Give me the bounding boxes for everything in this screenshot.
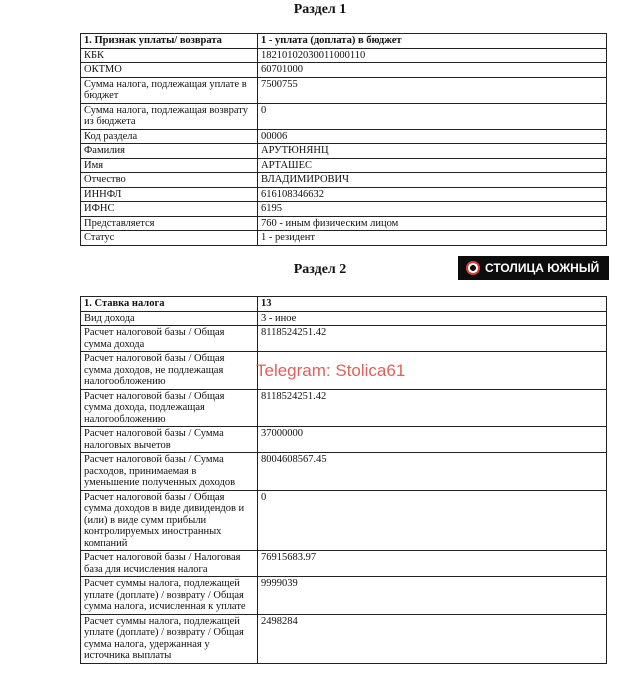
field-value: 616108346632: [258, 187, 607, 202]
field-value: 1 - резидент: [258, 231, 607, 246]
table-row: [81, 77, 607, 103]
field-label: Код раздела: [81, 129, 258, 144]
section-2-title: Раздел 2: [293, 262, 347, 277]
table-row: [81, 614, 607, 663]
field-value: 6195: [258, 202, 607, 217]
field-value: 760 - иным физическим лицом: [258, 216, 607, 231]
field-label: Статус: [81, 231, 258, 246]
table-row: [81, 173, 607, 188]
table-row: [81, 48, 607, 63]
field-value: 7500755: [258, 77, 607, 103]
field-label: Имя: [81, 158, 258, 173]
field-value: 8118524251.42: [258, 389, 607, 427]
table-row: [81, 326, 607, 352]
table-row: [81, 129, 607, 144]
field-label: 1. Признак уплаты/ возврата: [81, 34, 258, 49]
table-row: [81, 103, 607, 129]
field-value: 37000000: [258, 427, 607, 453]
field-label: Расчет налоговой базы / Сумма налоговых вычетов: [81, 427, 258, 453]
table-row: [81, 34, 607, 49]
field-label: ИФНС: [81, 202, 258, 217]
field-label: КБК: [81, 48, 258, 63]
field-label: Сумма налога, подлежащая уплате в бюджет: [81, 77, 258, 103]
field-label: Расчет налоговой базы / Налоговая база для исчисления налога: [81, 551, 258, 577]
field-value: 18210102030011000110: [258, 48, 607, 63]
field-value: 3 - иное: [258, 311, 607, 326]
telegram-watermark: Telegram: Stolica61: [256, 361, 406, 380]
field-value: АРТАШЕС: [258, 158, 607, 173]
field-value: 2498284: [258, 614, 607, 663]
field-value: 00006: [258, 129, 607, 144]
field-label: Расчет суммы налога, подлежащей уплате (доплате) / возврату / Общая сумма налога, исчисленная к уплате: [81, 577, 258, 615]
field-value: 76915683.97: [258, 551, 607, 577]
table-row: [81, 311, 607, 326]
target-logo-icon: [466, 261, 480, 275]
field-label: Расчет налоговой базы / Общая сумма доходов, не подлежащая налогообложению: [81, 352, 258, 390]
field-value: 1 - уплата (доплата) в бюджет: [258, 34, 607, 49]
field-label: Вид дохода: [81, 311, 258, 326]
field-label: Фамилия: [81, 144, 258, 159]
table-row: [81, 231, 607, 246]
field-value: 0: [258, 103, 607, 129]
brand-badge: [458, 256, 609, 280]
field-value: 13: [258, 297, 607, 312]
field-value: ВЛАДИМИРОВИЧ: [258, 173, 607, 188]
field-label: Расчет налоговой базы / Сумма расходов, принимаемая в уменьшение полученных доходов: [81, 453, 258, 491]
field-value: 0: [258, 490, 607, 551]
table-row: [81, 63, 607, 78]
table-row: [81, 453, 607, 491]
field-value: АРУТЮНЯНЦ: [258, 144, 607, 159]
section-1-title: Раздел 1: [293, 2, 347, 17]
field-label: ОКТМО: [81, 63, 258, 78]
brand-label: СТОЛИЦА ЮЖНЫЙ: [485, 261, 600, 275]
section-2-table: [80, 296, 607, 664]
field-label: 1. Ставка налога: [81, 297, 258, 312]
table-row: [81, 297, 607, 312]
field-label: Расчет налоговой базы / Общая сумма дохода: [81, 326, 258, 352]
field-value: 8118524251.42: [258, 326, 607, 352]
table-row: [81, 216, 607, 231]
field-label: Представляется: [81, 216, 258, 231]
field-value: 8004608567.45: [258, 453, 607, 491]
table-row: [81, 551, 607, 577]
table-row: [81, 577, 607, 615]
table-row: [81, 202, 607, 217]
table-row: [81, 144, 607, 159]
field-label: Расчет налоговой базы / Общая сумма доходов в виде дивидендов и (или) в виде сумм прибыли контролируемых иностранных компаний: [81, 490, 258, 551]
table-row: [81, 158, 607, 173]
field-label: Расчет налоговой базы / Общая сумма дохода, подлежащая налогообложению: [81, 389, 258, 427]
table-row: [81, 427, 607, 453]
field-value: 9999039: [258, 577, 607, 615]
table-row: [81, 389, 607, 427]
table-row: [81, 187, 607, 202]
field-label: Сумма налога, подлежащая возврату из бюджета: [81, 103, 258, 129]
table-row: [81, 490, 607, 551]
field-label: ИННФЛ: [81, 187, 258, 202]
field-value: 60701000: [258, 63, 607, 78]
field-label: Отчество: [81, 173, 258, 188]
section-1-table: [80, 33, 607, 246]
field-label: Расчет суммы налога, подлежащей уплате (доплате) / возврату / Общая сумма налога, удержанная у источника выплаты: [81, 614, 258, 663]
